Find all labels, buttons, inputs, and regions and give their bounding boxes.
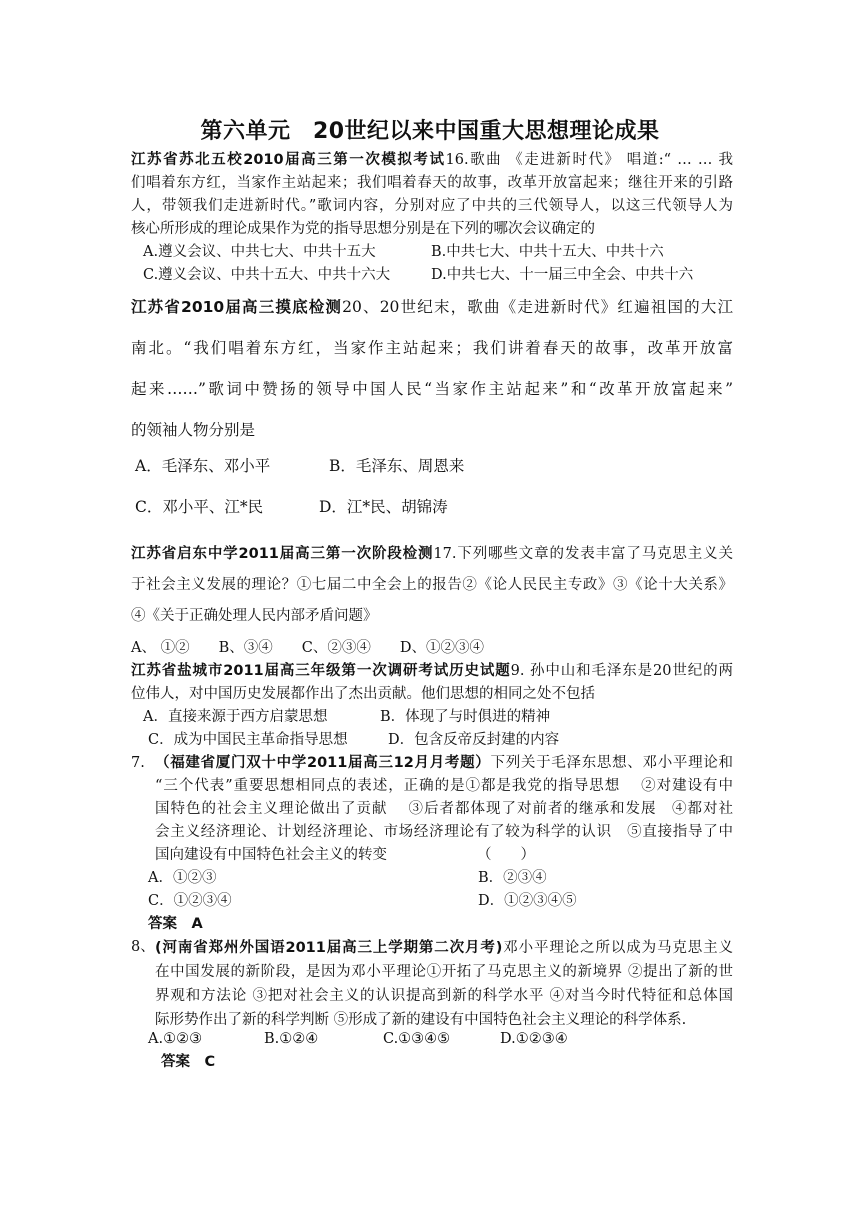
answer-label: 答案 A [148, 916, 203, 932]
option-b: B．体现了与时俱进的精神 [380, 709, 551, 725]
option-d: D.①②③④ [500, 1031, 568, 1047]
question-source: 江苏省启东中学2011届高三第一次阶段检测 [131, 546, 434, 562]
option-a: A．①②③ [148, 870, 217, 886]
answer-label: 答案 C [161, 1054, 216, 1070]
answer-options: A、 ①② B、③④ C、②③④ D、①②③④ [131, 640, 484, 656]
question-17 [131, 539, 733, 632]
question-line: 的领袖人物分别是 [131, 421, 256, 439]
question-line: 际形势作出了新的科学判断 ⑤形成了新的建设有中国特色社会主义理论的科学体系. [155, 1012, 687, 1028]
option-a: A.遵义会议、中共七大、中共十五大 [143, 244, 376, 260]
question-line: 会主义经济理论、计划经济理论、市场经济理论有了较为科学的认识 ⑤直接指导了中 [155, 824, 733, 840]
option-a: A.①②③ [148, 1031, 203, 1047]
option-c: C．①②③④ [148, 893, 232, 909]
question-line: 南北。“我们唱着东方红，当家作主站起来；我们讲着春天的故事，改革开放富 [131, 339, 733, 357]
question-line: 界观和方法论 ③把对社会主义的认识提高到新的科学水平 ④对当今时代特征和总体国 [155, 988, 733, 1004]
page-title: 第六单元 20世纪以来中国重大思想理论成果 [200, 119, 660, 144]
question-text: 国向建设有中国特色社会主义的转变 [155, 847, 387, 863]
question-8 [155, 936, 733, 1032]
question-text: 9. 孙中山和毛泽东是20世纪的两 [510, 663, 733, 679]
option-c: C．邓小平、江*民 [135, 498, 264, 516]
question-line [155, 936, 733, 960]
question-line [155, 752, 733, 775]
question-line: 们唱着东方红，当家作主站起来；我们唱着春天的故事，改革开放富起来；继往开来的引路 [131, 175, 733, 191]
question-line: ④《关于正确处理人民内部矛盾问题》 [131, 608, 378, 624]
question-line [155, 844, 733, 867]
question-line: “三个代表”重要思想相同点的表述，正确的是①都是我党的指导思想 ②对建设有中 [155, 778, 733, 794]
option-c: C.①③④⑤ [383, 1031, 451, 1047]
option-b: B.中共七大、中共十五大、中共十六 [431, 244, 664, 260]
question-text: 20、20世纪末，歌曲《走进新时代》红遍祖国的大江 [342, 298, 733, 316]
option-c: C.遵义会议、中共十五大、中共十六大 [143, 267, 391, 283]
option-d: D.中共七大、十一届三中全会、中共十六 [431, 267, 694, 283]
question-line [131, 287, 733, 328]
question-number: 8、 [131, 939, 155, 955]
option-b: B.①②④ [264, 1031, 319, 1047]
question-text: 16.歌曲 《走进新时代》 唱道:“ … … 我 [445, 152, 734, 168]
question-source: 江苏省苏北五校2010届高三第一次模拟考试 [131, 152, 446, 168]
question-text: 下列关于毛泽东思想、邓小平理论和 [490, 755, 733, 771]
question-line [131, 149, 733, 172]
question-line: 位伟人，对中国历史发展都作出了杰出贡献。他们思想的相同之处不包括 [131, 686, 595, 702]
option-a: A．毛泽东、邓小平 [135, 457, 271, 475]
question-line [131, 660, 733, 683]
question-line: 在中国发展的新阶段，是因为邓小平理论①开拓了马克思主义的新境界 ②提出了新的世 [155, 964, 733, 980]
question-line: 于社会主义发展的理论？①七届二中全会上的报告②《论人民民主专政》③《论十大关系》 [131, 577, 733, 593]
option-c: C．成为中国民主革命指导思想 [148, 732, 348, 748]
option-b: B．②③④ [478, 870, 547, 886]
question-source: 江苏省盐城市2011届高三年级第一次调研考试历史试题 [131, 663, 511, 679]
question-source: (河南省郑州外国语2011届高三上学期第二次月考) [155, 940, 503, 956]
question-source: 江苏省2010届高三摸底检测 [131, 298, 343, 316]
question-source: （福建省厦门双十中学2011届高三12月月考题） [155, 755, 491, 771]
option-d: D．包含反帝反封建的内容 [388, 732, 560, 748]
question-text: 邓小平理论之所以成为马克思主义 [502, 940, 734, 956]
option-d: D．江*民、胡锦涛 [319, 498, 448, 516]
question-text: 17.下列哪些文章的发表丰富了马克思主义关 [433, 546, 734, 562]
option-b: B．毛泽东、周恩来 [329, 457, 465, 475]
question-9 [131, 660, 733, 706]
answer-paren: （ ） [477, 847, 535, 863]
option-a: A．直接来源于西方启蒙思想 [143, 709, 328, 725]
question-line: 国特色的社会主义理论做出了贡献 ③后者都体现了对前者的继承和发展 ④都对社 [155, 801, 733, 817]
question-number: 7. [131, 755, 145, 771]
question-line: 人，带领我们走进新时代。”歌词内容，分别对应了中共的三代领导人，以这三代领导人为 [131, 198, 733, 214]
question-line: 核心所形成的理论成果作为党的指导思想分别是在下列的哪次会议确定的 [131, 221, 595, 237]
question-16 [131, 149, 733, 241]
question-line: 起来……”歌词中赞扬的领导中国人民“当家作主站起来”和“改革开放富起来” [131, 380, 733, 398]
question-7 [155, 752, 733, 867]
question-line [131, 539, 733, 570]
option-d: D．①②③④⑤ [478, 893, 577, 909]
question-20 [131, 287, 733, 451]
